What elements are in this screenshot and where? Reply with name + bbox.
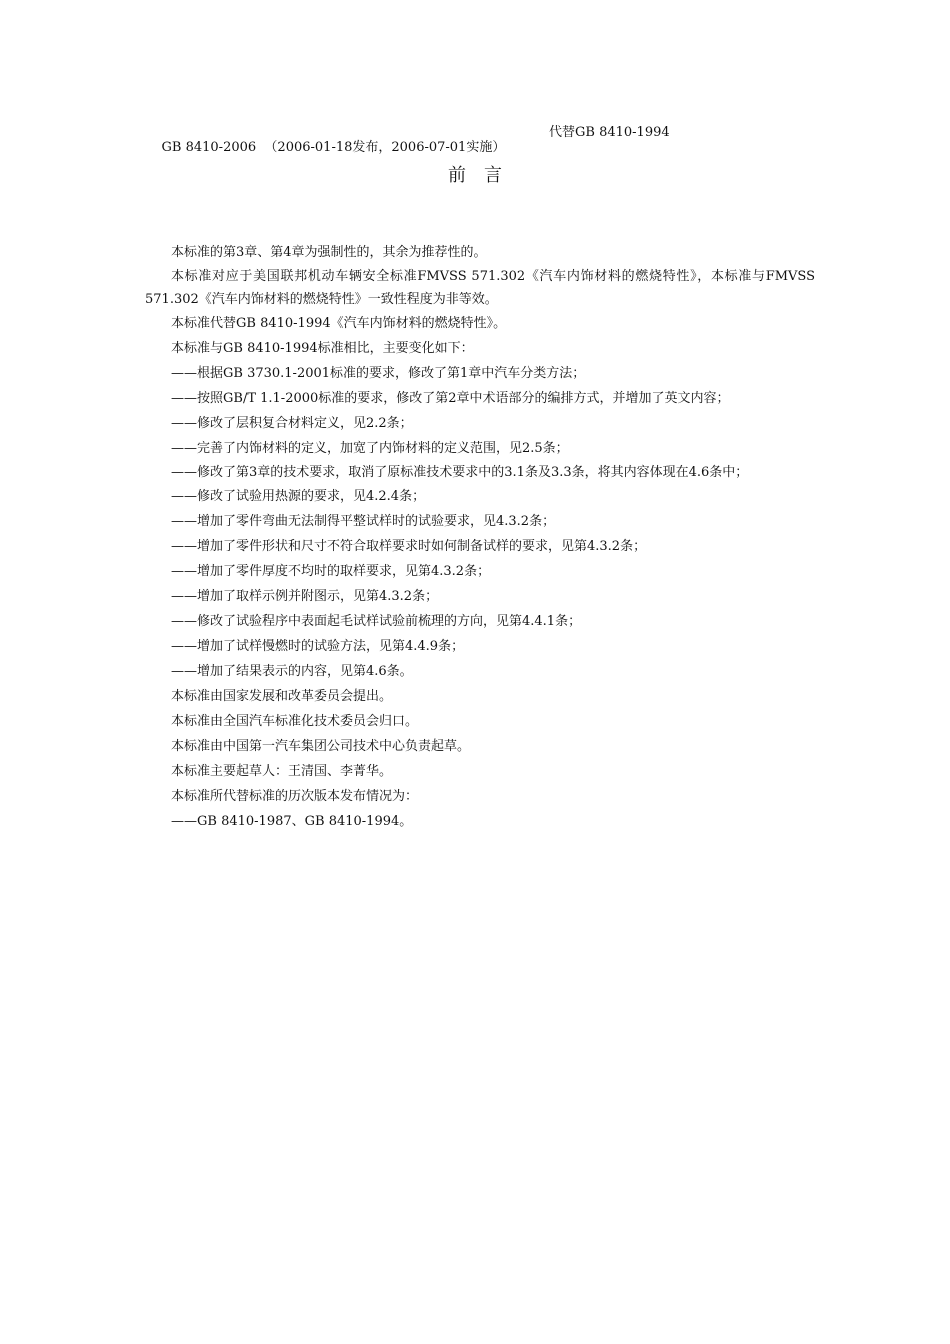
paragraph-replaces: 本标准代替GB 8410-1994《汽车内饰材料的燃烧特性》。 bbox=[171, 316, 507, 331]
change-item: ——修改了试验用热源的要求，见4.2.4条； bbox=[171, 489, 426, 504]
paragraph-proposed-by: 本标准由国家发展和改革委员会提出。 bbox=[171, 689, 393, 704]
change-item: ——根据GB 3730.1-2001标准的要求，修改了第1章中汽车分类方法； bbox=[171, 366, 586, 381]
change-item: ——增加了取样示例并附图示，见第4.3.2条； bbox=[171, 589, 439, 604]
change-item: ——修改了层积复合材料定义，见2.2条； bbox=[171, 416, 413, 431]
change-item: ——修改了第3章的技术要求，取消了原标准技术要求中的3.1条及3.3条，将其内容体现在4.6条中； bbox=[171, 465, 749, 480]
paragraph-administered-by: 本标准由全国汽车标准化技术委员会归口。 bbox=[171, 714, 419, 729]
foreword-body bbox=[145, 240, 815, 834]
standard-info: GB 8410-2006 （2006-01-18发布，2006-07-01实施） bbox=[161, 140, 506, 155]
change-item: ——增加了零件厚度不均时的取样要求，见第4.3.2条； bbox=[171, 564, 491, 579]
paragraph-drafted-by: 本标准由中国第一汽车集团公司技术中心负责起草。 bbox=[171, 739, 471, 754]
paragraph-mandatory-chapters: 本标准的第3章、第4章为强制性的，其余为推荐性的。 bbox=[171, 245, 487, 260]
change-item: ——增加了零件弯曲无法制得平整试样时的试验要求，见4.3.2条； bbox=[171, 514, 556, 529]
change-item: ——增加了试样慢燃时的试验方法，见第4.4.9条； bbox=[171, 639, 465, 654]
change-item: ——完善了内饰材料的定义，加宽了内饰材料的定义范围，见2.5条； bbox=[171, 441, 569, 456]
edition-history-item: ——GB 8410-1987、GB 8410-1994。 bbox=[171, 814, 413, 829]
change-item: ——按照GB/T 1.1-2000标准的要求，修改了第2章中术语部分的编排方式，并增加了英文内容； bbox=[171, 391, 730, 406]
change-item: ——增加了结果表示的内容，见第4.6条。 bbox=[171, 664, 413, 679]
replaces-standard: 代替GB 8410-1994 bbox=[549, 125, 670, 140]
paragraph-drafters: 本标准主要起草人：王清国、李菁华。 bbox=[171, 764, 393, 779]
paragraph-edition-history: 本标准所代替标准的历次版本发布情况为： bbox=[171, 789, 419, 804]
page-title: 前言 bbox=[448, 165, 520, 186]
paragraph-fmvss-correspondence: 本标准对应于美国联邦机动车辆安全标准FMVSS 571.302《汽车内饰材料的燃烧特性》，本标准与FMVSS 571.302《汽车内饰材料的燃烧特性》一致性程度为非等效。 bbox=[145, 269, 815, 307]
change-item: ——增加了零件形状和尺寸不符合取样要求时如何制备试样的要求，见第4.3.2条； bbox=[171, 539, 647, 554]
paragraph-main-changes: 本标准与GB 8410-1994标准相比，主要变化如下： bbox=[171, 341, 474, 356]
change-item: ——修改了试验程序中表面起毛试样试验前梳理的方向，见第4.4.1条； bbox=[171, 614, 582, 629]
